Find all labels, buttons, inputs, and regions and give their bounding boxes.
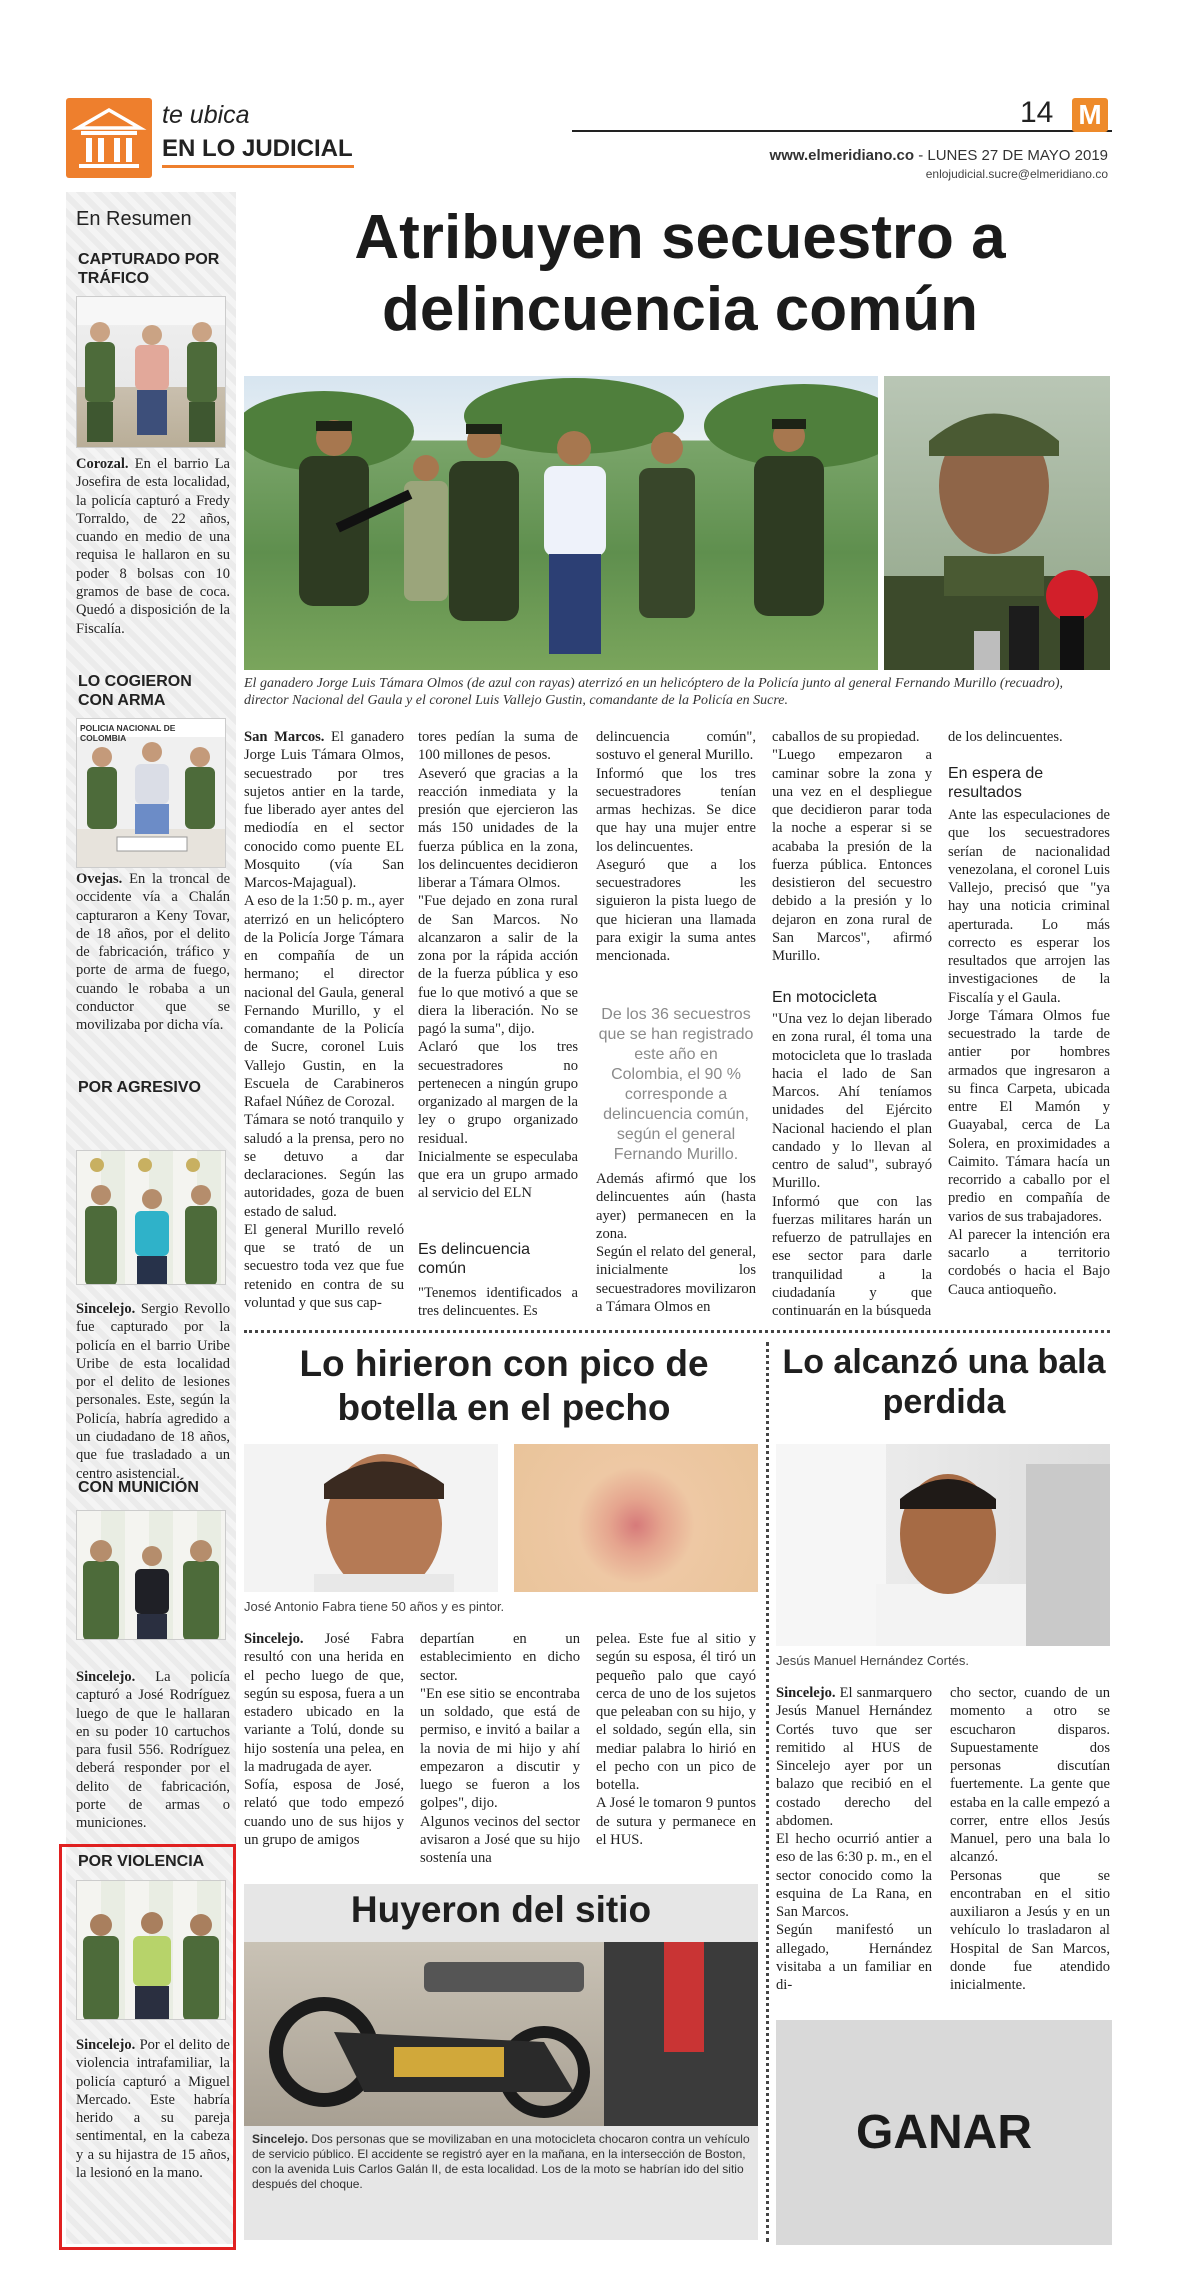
brief-photo	[76, 296, 226, 448]
contact-email[interactable]: enlojudicial.sucre@elmeridiano.co	[925, 167, 1108, 181]
article-col-2: tores pedían la suma de 100 millones de pesos. Aseveró que gracias a la reacción inmediata y la presión que ejercieron las más 150 unidades de la fuerza pública en la zona, los delincuentes decidieron liberar a Támara Olmos. "Fue dejado en zona rural de San Marcos. No alcanzaron a salir de la zona por la rápida acción de la fuerza pública y eso fue lo que motivó a que se diera la liberación. No se pagó la suma", dijo. Aclaró que los tres secuestradores no pertenecen a ningún grupo organizado al margen de la ley o grupo organizado residual. Inicialmente se especulaba que era un grupo armado al servicio del ELN	[418, 729, 578, 1202]
column-divider	[766, 1342, 769, 2242]
story-caption: Sincelejo. Dos personas que se movilizaban en una motocicleta chocaron contra un vehículo de servicio público. El accidente se registró ayer en la mañana, en la intersección de Boston, con la avenida Luis Carlos Galán II, de esta localidad. Los de la moto se habrían ido del sitio después del choque.	[252, 2132, 750, 2191]
advertisement[interactable]: GANAR	[776, 2020, 1112, 2245]
story-photo	[244, 1444, 498, 1592]
story-photo	[244, 1942, 758, 2126]
brief-title: POR AGRESIVO	[78, 1079, 201, 1096]
issue-date: - LUNES 27 DE MAYO 2019	[914, 147, 1108, 164]
brief-photo	[76, 1880, 226, 2020]
article-subhead: En motocicleta	[772, 989, 877, 1006]
story-headline: Lo hirieron con pico de botella en el pecho	[299, 1343, 709, 1428]
brief-text: Corozal. En el barrio La Josefira de esta localidad, la policía capturó a Fredy Torraldo, de 22 años, cuando en medio de una requisa le hallaron en su poder 8 bolsas con 10 gramos de base de coca. Quedó a disposición de la Fiscalía.	[76, 456, 230, 637]
site-link[interactable]: www.elmeridiano.co	[769, 147, 915, 164]
brief-text: Sincelejo. La policía capturó a José Rodríguez luego de que le hallaran en su poder 10 cartuchos para fusil 556. Rodríguez deberá responder por el delito de fabricación, porte de armas o municiones.	[76, 1669, 230, 1832]
story-headline: Huyeron del sitio	[350, 1889, 652, 1930]
brief-photo	[76, 1510, 226, 1640]
main-headline: Atribuyen secuestro a delincuencia común	[354, 203, 1006, 344]
article-col-2-tail: "Tenemos identificados a tres delincuentes. Es	[418, 1285, 578, 1320]
brief-photo: POLICIA NACIONAL DE COLOMBIA	[76, 718, 226, 868]
section-name: EN LO JUDICIAL	[162, 135, 353, 162]
brief-title: POR VIOLENCIA	[78, 1853, 205, 1870]
story-col-2: departían en un establecimiento en dicho sector. "En ese sitio se encontraba un soldado, que está de permiso, e invitó a bailar a la novia de mi hijo y ahí empezaron a discutir y luego se fueron a los golpes", dijo. Algunos vecinos del sector avisaron a José que su hijo sostenía una	[420, 1631, 580, 1866]
article-col-1: San Marcos. El ganadero Jorge Luis Támara Olmos, secuestrado por tres sujetos antier en la tarde, fue liberado ayer antes del mediodía en el sector conocido como puente EL Mosquito (vía San Marcos-Majagual). A eso de la 1:50 p. m., ayer aterrizó en un helicóptero de la Policía Jorge Támara en compañía de un hermano; el director nacional del Gaula, general Fernando Murillo, y el comandante de la Policía de Sucre, coronel Luis Vallejo Gustin, en la Escuela de Carabineros Rafael Núñez de Corozal. Támara se notó tranquilo y saludó a la prensa, pero no se detuvo a dar declaraciones. Según las autoridades, goza de buen estado de salud. El general Murillo reveló que se trató de un secuestro toda vez que fue retenido en contra de su voluntad y que sus cap-	[244, 729, 404, 1311]
article-col-5-bottom: Ante las especulaciones de que los secuestradores serían de nacionalidad venezolana, el coronel Luis Vallejo, precisó que "ya hay una noticia criminal aperturada. Lo más correcto es esperar los resultados que arrojen las investigaciones de la Fiscalía y el Gaula. Jorge Támara Olmos fue secuestrado la tarde de antier por hombres armados que ingresaron a su finca Carpeta, ubicada entre El Mamón y Guayabal, cerca de La Solera, en proximidades a Caimito. Támara hacía un recorrido a caballo por el predio en compañía de varios de sus trabajadores. Al parecer la intención era sacarlo a territorio cordobés o hacia el Bajo Cauca antioqueño.	[948, 807, 1110, 1298]
article-col-3-bottom: Además afirmó que los delincuentes aún (hasta ayer) permanecen en la zona. Según el relato del general, inicialmente los secuestradores movilizaron a Támara Olmos en	[596, 1171, 756, 1315]
brief-title: CON MUNICIÓN	[78, 1479, 199, 1496]
article-col-4-bottom: "Una vez lo dejan liberado en zona rural, él toma una motocicleta que lo traslada hacia el lado de San Marcos. Ahí teníamos unidades del Ejército Nacional haciendo el plan candado y lo llevan al centro de salud", subrayó Murillo. Informó que con las fuerzas militares harán un refuerzo de patrullajes en ese sector para darle tranquilidad a la ciudadanía y que continuarán en la búsqueda	[772, 1011, 932, 1319]
brief-title: LO COGIERON CON ARMA	[78, 673, 192, 709]
section-divider	[244, 1330, 1110, 1333]
story-col-3: pelea. Este fue al sitio y según su esposa, él tiró un pequeño palo que cayó cerca de uno de los sujetos que peleaban con su hijo, y el soldado, según ella, sin mediar palabra lo hirió en el pecho con un pico de botella. A José le tomaron 9 puntos de sutura y permanece en el HUS.	[596, 1631, 756, 1848]
article-col-5: de los delincuentes.	[948, 729, 1063, 745]
brief-text: Ovejas. En la troncal de occidente vía a Chalán capturaron a Keny Tovar, de 18 años, por el delito de fabricación, tráfico y porte de arma de fuego, cuando le robaba a un conductor que se movilizaba por dicha vía.	[76, 871, 230, 1034]
section-rule	[162, 165, 354, 168]
article-subhead: Es delincuencia común	[418, 1241, 531, 1277]
sidebar-title: En Resumen	[76, 208, 192, 230]
inset-photo	[884, 376, 1110, 670]
brief-title: CAPTURADO POR TRÁFICO	[78, 251, 220, 287]
section-kicker: te ubica	[162, 101, 250, 129]
article-col-3: delincuencia común", sostuvo el general Murillo. Informó que los tres secuestradores tenían armas hechizas. Se dice que hay una mujer entre los delincuentes. Aseguró que a los secuestradores les siguieron la pista luego de que hicieran una llamada para exigir la suma antes mencionada.	[596, 729, 756, 964]
story-caption: Jesús Manuel Hernández Cortés.	[776, 1653, 969, 1668]
page-number: 14	[1020, 96, 1054, 129]
brief-text: Sincelejo. Por el delito de violencia intrafamiliar, la policía capturó a Miguel Mercado. Este habría herido a su pareja sentimental, en la cabeza y a su hijastra de 15 años, la lesionó en la mano.	[76, 2037, 230, 2182]
main-photo-caption: El ganadero Jorge Luis Támara Olmos (de azul con rayas) aterrizó en un helicóptero de la Policía junto al general Fernando Murillo (recuadro), director Nacional del Gaula y el coronel Luis Vallejo Gustin, comandante de la Policía en Sucre.	[244, 676, 1064, 708]
wound-photo	[514, 1444, 758, 1592]
logo-icon	[66, 98, 152, 178]
article-col-4: caballos de su propiedad. "Luego empezaron a caminar sobre la zona y una vez en el despliegue que decidieron parar toda la noche a esperar si se acababa la presión de la fuerza pública. Entonces desistieron del secuestro debido a la presión y lo dejaron en zona rural de San Marcos", afirmó Murillo.	[772, 729, 932, 964]
story-headline: Lo alcanzó una bala perdida	[782, 1343, 1106, 1421]
story-col-1: Sincelejo. José Fabra resultó con una herida en el pecho luego de que, según su esposa, fuera a un estadero ubicado en la variante a Tolú, donde su hijo sostenía una pelea, en la madrugada de ayer. Sofía, esposa de José, relató que todo empezó cuando uno de sus hijos y un grupo de amigos	[244, 1631, 404, 1848]
story-col-1: Sincelejo. El sanmarquero Jesús Manuel Hernández Cortés tuvo que ser remitido al HUS de Sincelejo ayer por un balazo que recibió en el costado derecho del abdomen. El hecho ocurrió antier a eso de las 6:30 p. m., en el sector conocido como la esquina de La Rana, en San Marcos. Según manifestó un allegado, Hernández visitaba a un familiar en di-	[776, 1685, 932, 1993]
brief-text: Sincelejo. Sergio Revollo fue capturado por la policía en el barrio Uribe Uribe de esta localidad por el delito de lesiones personales. Este, según la Policía, habría agredido a un ciudadano de 18 años, que fue trasladado a un centro asistencial.	[76, 1301, 230, 1482]
story-col-2: cho sector, cuando de un momento a otro se escucharon disparos. Supuestamente dos personas discutían fuertemente. La gente que estaba en la calle empezó a correr, entre ellos Jesús Manuel, pero una bala lo alcanzó. Personas que se encontraban en el sitio auxiliaron a Jesús y en un vehículo lo trasladaron al Hospital de San Marcos, donde fue atendido inicialmente.	[950, 1685, 1110, 1993]
story-photo	[776, 1444, 1110, 1646]
brief-photo	[76, 1150, 226, 1285]
top-rule	[572, 130, 1112, 132]
article-subhead: En espera de resultados	[948, 765, 1044, 801]
story-caption: José Antonio Fabra tiene 50 años y es pintor.	[244, 1599, 505, 1614]
brand-logo: M	[1072, 98, 1108, 132]
pull-quote: De los 36 secuestros que se han registrado este año en Colombia, el 90 % corresponde a delincuencia común, según el general Fernando Murillo.	[598, 1006, 754, 1163]
dateline	[600, 147, 1108, 164]
main-photo	[244, 376, 878, 670]
